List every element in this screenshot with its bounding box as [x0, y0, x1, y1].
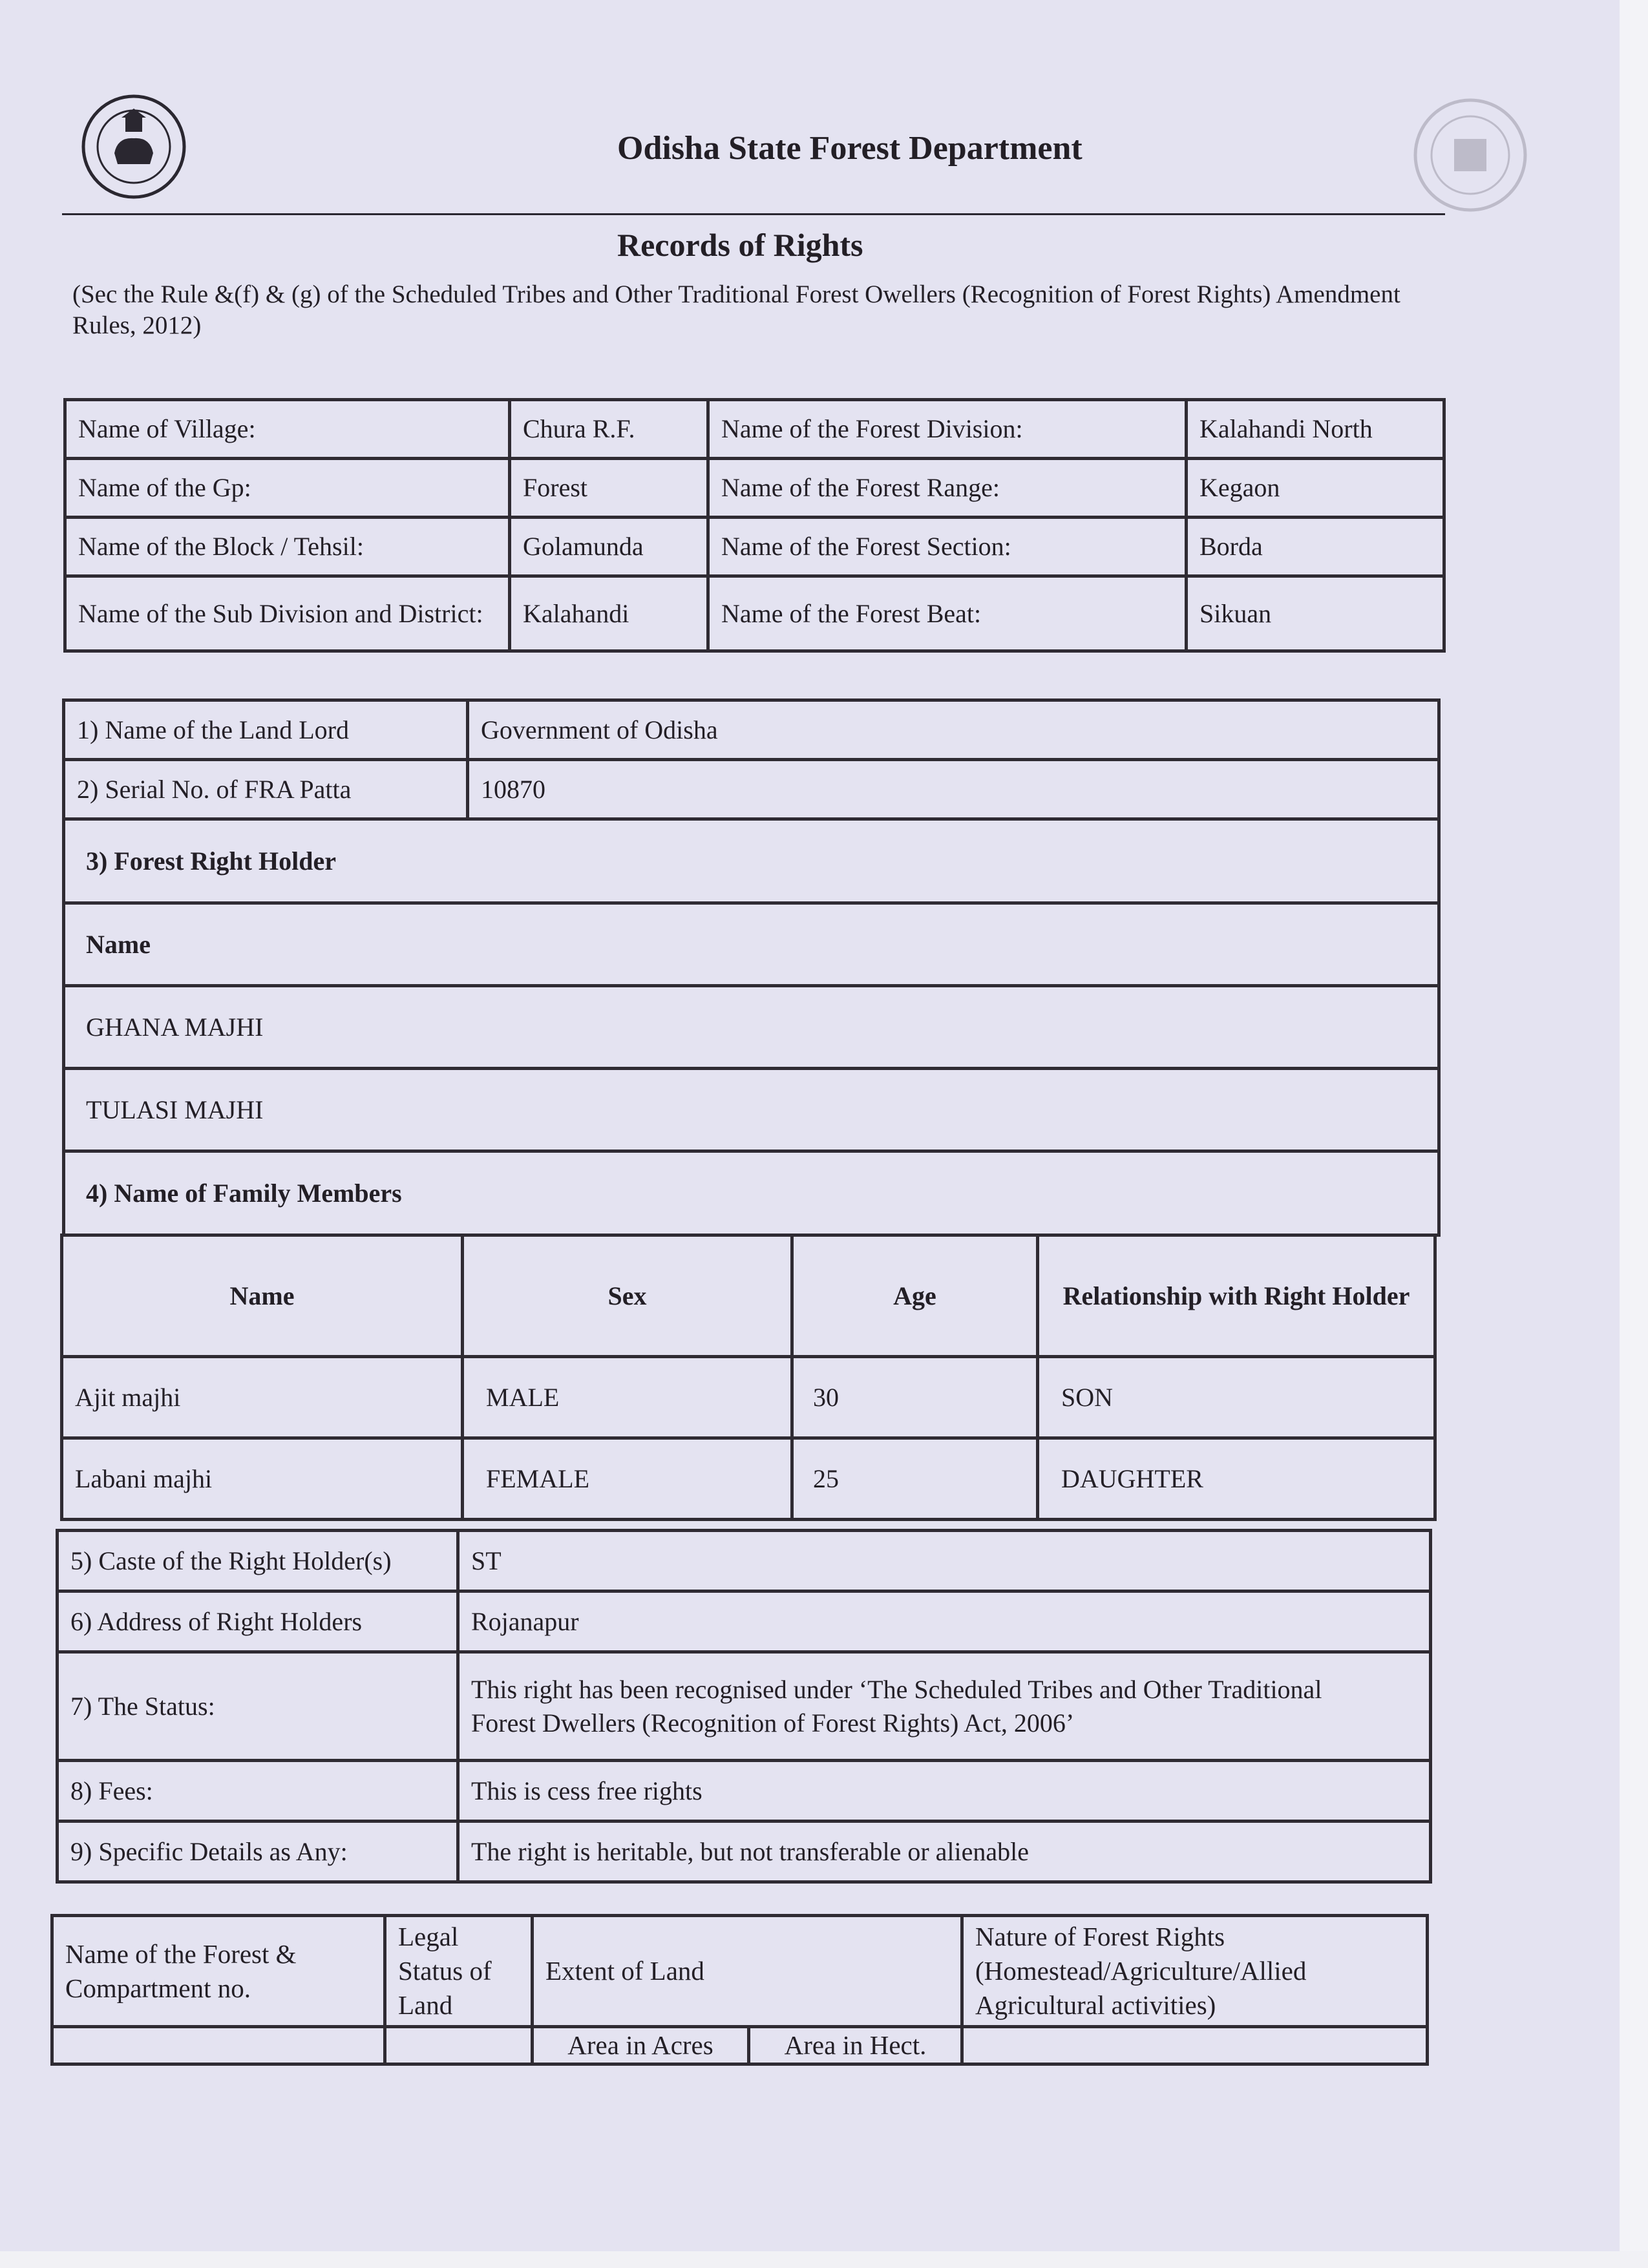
range-label: Name of the Forest Range: [708, 459, 1187, 518]
nature-header: Nature of Forest Rights (Homestead/Agriculture/Allied Agricultural activities) [962, 1916, 1428, 2027]
status-line: This right has been recognised under ‘The Scheduled Tribes and Other Traditional [471, 1674, 1322, 1704]
village-label: Name of Village: [65, 400, 510, 459]
member-relationship: DAUGHTER [1038, 1438, 1435, 1520]
member-sex: FEMALE [463, 1438, 792, 1520]
status-value [458, 1652, 1431, 1761]
department-title: Odisha State Forest Department [617, 130, 1083, 167]
member-age: 25 [792, 1438, 1038, 1520]
member-relationship: SON [1038, 1357, 1435, 1438]
patta-label: 2) Serial No. of FRA Patta [64, 760, 468, 819]
landlord-value: Government of Odisha [468, 700, 1439, 760]
division-label: Name of the Forest Division: [708, 400, 1187, 459]
division-value: Kalahandi North [1187, 400, 1444, 459]
forest-compartment-header: Name of the Forest & Compartment no. [52, 1916, 385, 2027]
legal-status-header: Legal Status of Land [385, 1916, 533, 2027]
status-label: 7) The Status: [58, 1652, 458, 1761]
section-value: Borda [1187, 518, 1444, 576]
range-value: Kegaon [1187, 459, 1444, 518]
family-table [60, 1234, 1437, 1521]
header-divider [62, 213, 1445, 215]
page-edge [1620, 0, 1648, 2268]
address-label: 6) Address of Right Holders [58, 1591, 458, 1652]
empty-cell [385, 2027, 533, 2064]
block-value: Golamunda [510, 518, 708, 576]
area-hect-header: Area in Hect. [749, 2027, 962, 2064]
empty-cell [962, 2027, 1428, 2064]
family-col-sex: Sex [463, 1235, 792, 1357]
subdivision-label: Name of the Sub Division and District: [65, 576, 510, 651]
landlord-label: 1) Name of the Land Lord [64, 700, 468, 760]
table-row [62, 1357, 1435, 1438]
subtitle: (Sec the Rule &(f) & (g) of the Scheduled Tribes and Other Traditional Forest Owellers (Recognition of Forest Rights) Amendment Rules, 2012) [72, 280, 1400, 339]
family-col-age: Age [792, 1235, 1038, 1357]
specific-label: 9) Specific Details as Any: [58, 1822, 458, 1882]
address-value: Rojanapur [458, 1591, 1431, 1652]
patta-value: 10870 [468, 760, 1439, 819]
village-value: Chura R.F. [510, 400, 708, 459]
specific-value: The right is heritable, but not transferable or alienable [458, 1822, 1431, 1882]
empty-cell [52, 2027, 385, 2064]
table-row [62, 1438, 1435, 1520]
family-heading: 4) Name of Family Members [64, 1151, 1439, 1235]
details-table [56, 1529, 1432, 1884]
member-sex: MALE [463, 1357, 792, 1438]
block-label: Name of the Block / Tehsil: [65, 518, 510, 576]
beat-value: Sikuan [1187, 576, 1444, 651]
section-label: Name of the Forest Section: [708, 518, 1187, 576]
extent-header: Extent of Land [533, 1916, 962, 2027]
land-table [50, 1914, 1429, 2066]
gp-label: Name of the Gp: [65, 459, 510, 518]
holder-name: GHANA MAJHI [64, 986, 1439, 1069]
holder-name-header: Name [64, 903, 1439, 986]
odisha-emblem-icon [79, 92, 189, 202]
subdivision-value: Kalahandi [510, 576, 708, 651]
holder-name: TULASI MAJHI [64, 1069, 1439, 1151]
seal-icon [1409, 94, 1532, 216]
member-name: Labani majhi [62, 1438, 463, 1520]
family-col-relationship: Relationship with Right Holder [1038, 1235, 1435, 1357]
location-table [63, 398, 1446, 653]
holder-table [62, 698, 1441, 1237]
fees-label: 8) Fees: [58, 1761, 458, 1822]
area-acres-header: Area in Acres [533, 2027, 749, 2064]
member-name: Ajit majhi [62, 1357, 463, 1438]
beat-label: Name of the Forest Beat: [708, 576, 1187, 651]
fees-value: This is cess free rights [458, 1761, 1431, 1822]
caste-value: ST [458, 1531, 1431, 1591]
gp-value: Forest [510, 459, 708, 518]
caste-label: 5) Caste of the Right Holder(s) [58, 1531, 458, 1591]
page-title: Records of Rights [617, 227, 863, 263]
right-holder-heading: 3) Forest Right Holder [64, 819, 1439, 903]
status-line: Forest Dwellers (Recognition of Forest Rights) Act, 2006’ [471, 1708, 1075, 1738]
page-edge [0, 2251, 1648, 2268]
member-age: 30 [792, 1357, 1038, 1438]
family-col-name: Name [62, 1235, 463, 1357]
